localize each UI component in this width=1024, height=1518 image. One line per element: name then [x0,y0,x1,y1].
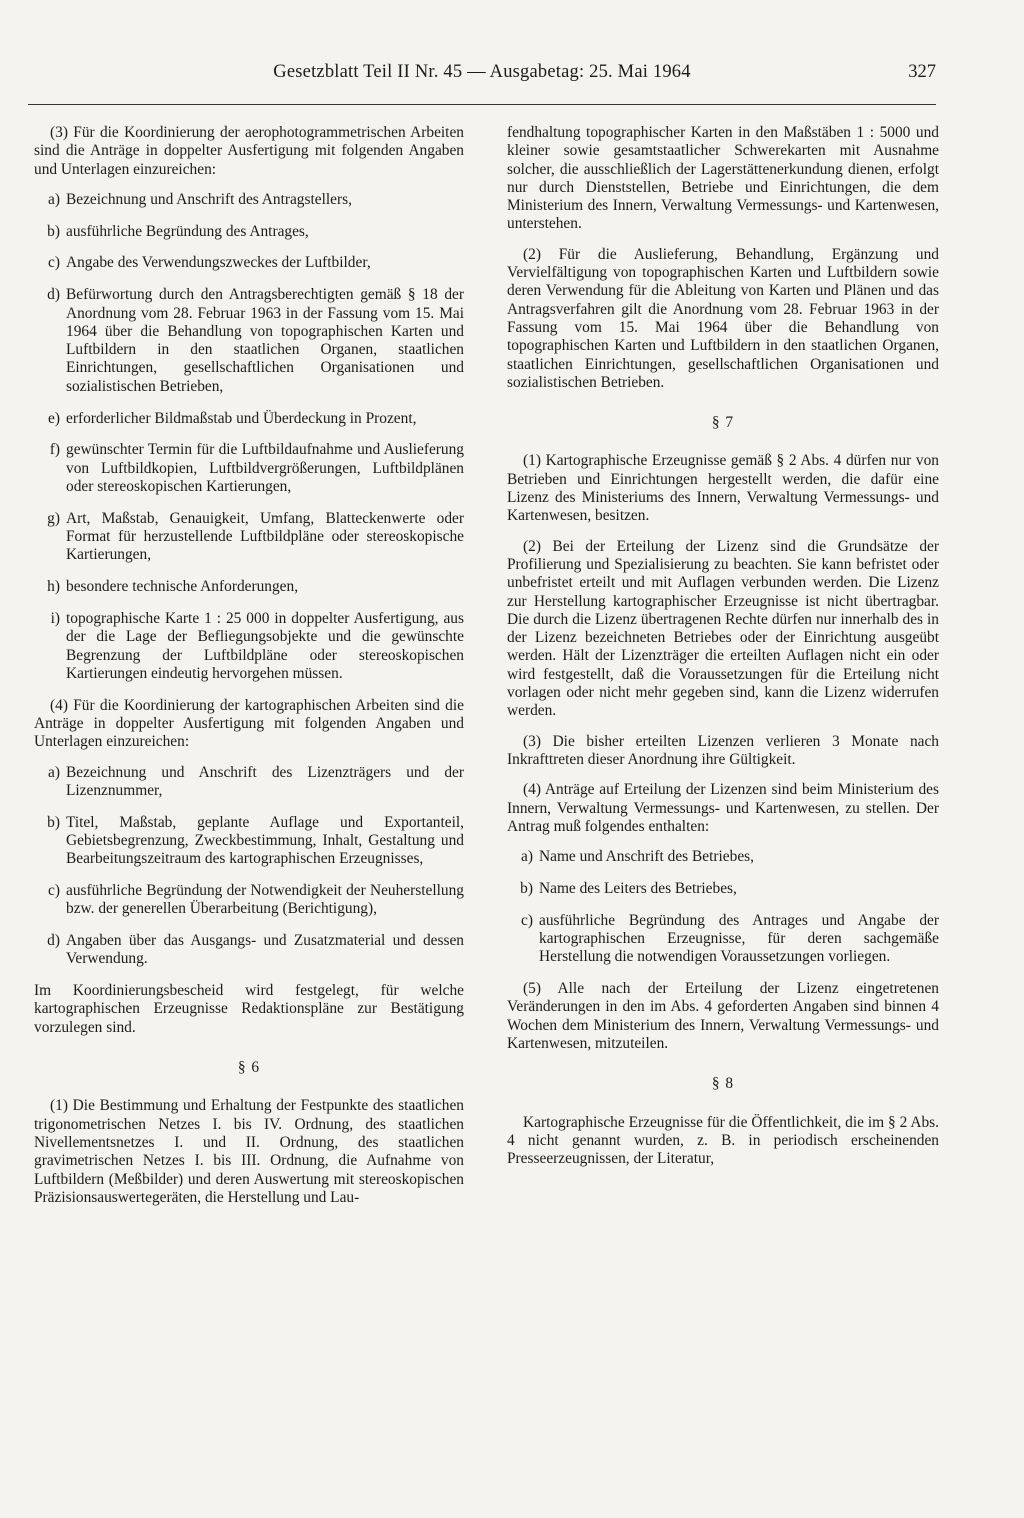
list-item-text: gewünschter Termin für die Luftbildaufnahme und Auslieferung von Luftbildkopien, Luftbildvergrößerungen, Luftbildplänen oder stereoskopischen Kartierungen, [66,441,464,495]
list-item [34,254,464,272]
list-item-text: ausführliche Begründung der Notwendigkeit der Neuherstellung bzw. der generellen Überarbeitung (Berichtigung), [66,882,464,918]
list-marker: a) [48,763,60,781]
list-item-text: ausführliche Begründung des Antrages und Angabe der kartographischen Erzeugnisse, für deren sachgemäße Herstellung die notwendigen Voraussetzungen vorliegen. [539,911,939,966]
list-marker: f) [49,441,60,459]
list-item-text: ausführliche Begründung des Antrages, [66,222,309,240]
paragraph-3-intro: (3) Für die Koordinierung der aerophotogrammetrischen Arbeiten sind die Anträge in doppelter Ausfertigung mit folgenden Angaben und Unterlagen einzureichen: [34,124,464,178]
section-6-paragraph-1-continued: fendhaltung topographischer Karten in den Maßstäben 1 : 5000 und kleiner sowie gesamtstaatlicher Schwerekarten mit Ausnahme solcher, die ausschließlich der Lagerstättenerkundung dienen, erfolgt nur durch Dienststellen, Betriebe und Einrichtungen, die dem Ministerium des Innern, Verwaltung Vermessungs- und Kartenwesen, unterstehen. [507,124,939,233]
list-marker: e) [48,409,60,427]
page-number: 327 [908,62,936,82]
list-item [34,578,464,596]
list-item-text: Name und Anschrift des Betriebes, [539,848,754,866]
section-7-paragraph-5: (5) Alle nach der Erteilung der Lizenz eingetretenen Veränderungen in den im Abs. 4 geforderten Angaben sind binnen 4 Wochen dem Ministerium des Innern, Verwaltung Vermessungs- und Kartenwesen, mitzuteilen. [507,980,939,1052]
right-column [507,124,939,1180]
list-marker: h) [47,578,60,596]
list-marker: b) [47,222,60,240]
list-marker: i) [50,609,60,627]
section-7-paragraph-4-intro: (4) Anträge auf Erteilung der Lizenzen sind beim Ministerium des Innern, Verwaltung Vermessungs- und Kartenwesen, zu stellen. Der Antrag muß folgendes enthalten: [507,781,939,835]
section-7-paragraph-4-list [507,848,939,966]
list-item [34,223,464,241]
section-6-paragraph-2: (2) Für die Auslieferung, Behandlung, Ergänzung und Vervielfältigung von topographischen Karten und Luftbildern sowie deren Verwendung für die Ableitung von Karten und Plänen und das Antragsverfahren gilt die Anordnung vom 28. Februar 1963 in der Fassung vom 15. Mai 1964 über die Behandlung von topographischen Karten und Luftbildern in den staatlichen Organen, staatlichen Einrichtungen, gesellschaftlichen Organisationen und sozialistischen Betrieben. [507,245,939,391]
section-8-heading: § 8 [711,1075,735,1093]
list-item [34,610,464,683]
list-item [34,510,464,565]
list-item-text: topographische Karte 1 : 25 000 in doppelter Ausfertigung, aus der die Lage der Befliegungsobjekte und die gewünschte Begrenzung der Luftbildpläne oder stereoskopischen Kartierungen eindeutig hervorgehen müssen. [66,609,464,682]
list-item [34,882,464,919]
section-6-paragraph-1: (1) Die Bestimmung und Erhaltung der Festpunkte des staatlichen trigonometrischen Netzes I. bis IV. Ordnung, des staatlichen Nivellementsnetzes I. und II. Ordnung, des staatlichen gravimetrischen Netzes I. bis III. Ordnung, die Aufnahme von Luftbildern (Meßbilder) und deren Auswertung mit stereoskopischen Präzisionsauswertegeräten, die Herstellung und Lau- [34,1097,464,1206]
list-marker: c) [48,882,60,899]
paragraph-4-intro: (4) Für die Koordinierung der kartographischen Arbeiten sind die Anträge in doppelter Ausfertigung mit folgenden Angaben und Unterlagen einzureichen: [34,696,464,751]
list-item-text: Bezeichnung und Anschrift des Lizenzträgers und der Lizenznummer, [66,763,464,799]
section-7-paragraph-2: (2) Bei der Erteilung der Lizenz sind die Grundsätze der Profilierung und Spezialisierung zu beachten. Sie kann befristet oder unbefristet erteilt und mit Auflagen verbunden werden. Die Lizenz zur Herstellung kartographischer Erzeugnisse ist nicht übertragbar. Die durch die Lizenz übertragenen Rechte dürfen nur innerhalb des in der Lizenz bezeichneten Betriebes oder der Einrichtung ausgeübt werden. Hält der Lizenzträger die erteilten Auflagen nicht ein oder wird festgestellt, daß die Voraussetzungen für die Erteilung nicht vorlagen oder nicht mehr gegeben sind, kann die Lizenz widerrufen werden. [507,537,939,720]
list-marker: a) [521,848,533,866]
list-item [34,441,464,496]
left-column [34,124,464,1219]
header-title: Gesetzblatt Teil II Nr. 45 — Ausgabetag: 25. Mai 1964 [273,62,691,82]
list-item-text: Angaben über das Ausgangs- und Zusatzmaterial und dessen Verwendung. [66,932,464,968]
list-item [34,286,464,396]
page-header [28,60,936,105]
list-marker: a) [48,190,60,208]
list-item [507,848,939,866]
list-marker: g) [47,509,60,527]
list-marker: c) [521,911,533,929]
list-marker: d) [47,932,60,950]
list-item-text: Befürwortung durch den Antragsberechtigten gemäß § 18 der Anordnung vom 28. Februar 1963 in der Fassung vom 15. Mai 1964 über die Behandlung von topographischen Karten und Luftbildern in den staatlichen Organen, staatlichen Einrichtungen, gesellschaftlichen Organisationen und sozialistischen Betrieben, [66,286,464,395]
list-item-text: Titel, Maßstab, geplante Auflage und Exportanteil, Gebietsbegrenzung, Zweckbestimmung, Inhalt, Gestaltung und Bearbeitungszeitraum des kartographischen Erzeugnisses, [66,813,464,868]
section-7-heading: § 7 [711,414,735,432]
list-item-text: besondere technische Anforderungen, [66,578,299,596]
list-marker: b) [47,813,60,831]
section-7-paragraph-3: (3) Die bisher erteilten Lizenzen verlieren 3 Monate nach Inkrafttreten dieser Anordnung ihre Gültigkeit. [507,732,939,768]
list-item [34,410,464,428]
section-7-paragraph-1: (1) Kartographische Erzeugnisse gemäß § 2 Abs. 4 dürfen nur von Betrieben und Einrichtungen hergestellt werden, die dafür eine Lizenz des Ministeriums des Innern, Verwaltung Vermessungs- und Kartenwesen, besitzen. [507,452,939,525]
list-marker: c) [48,254,60,272]
paragraph-3-list [34,191,464,683]
list-item-text: Angabe des Verwendungszweckes der Luftbilder, [66,254,371,272]
list-item-text: Art, Maßstab, Genauigkeit, Umfang, Blatteckenwerte oder Format für herzustellende Luftbildpläne oder stereoskopische Kartierungen, [66,509,464,564]
list-item-text: Bezeichnung und Anschrift des Antragstellers, [66,190,352,208]
list-item-text: erforderlicher Bildmaßstab und Überdeckung in Prozent, [66,409,417,427]
list-marker: d) [47,286,60,304]
paragraph-4-list [34,764,464,969]
list-item [34,814,464,869]
section-6-heading: § 6 [237,1059,261,1077]
list-item [507,880,939,898]
list-item-text: Name des Leiters des Betriebes, [539,879,737,897]
list-item [34,191,464,209]
list-item [507,912,939,967]
koordinierungsbescheid-paragraph: Im Koordinierungsbescheid wird festgelegt, für welche kartographischen Erzeugnisse Redaktionspläne zur Bestätigung vorzulegen sind. [34,982,464,1036]
list-marker: b) [520,879,533,897]
list-item [34,764,464,801]
section-8-paragraph-1: Kartographische Erzeugnisse für die Öffentlichkeit, die im § 2 Abs. 4 nicht genannt wurden, z. B. in periodisch erscheinenden Presseerzeugnissen, der Literatur, [507,1113,939,1168]
list-item [34,932,464,969]
